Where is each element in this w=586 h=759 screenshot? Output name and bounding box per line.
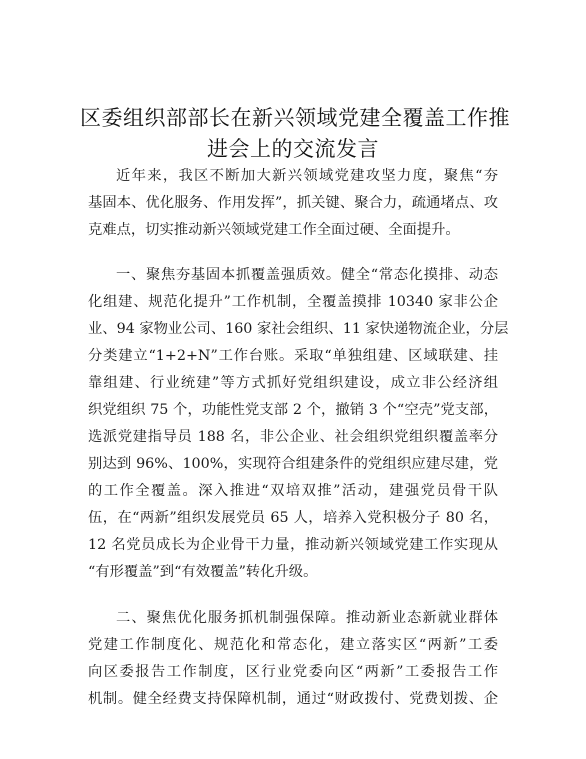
text-line: 基固本、优化服务、作用发挥”，抓关键、聚合力，疏通堵点、攻 [88,195,498,211]
text-line: 12 名党员成长为企业骨干力量，推动新兴领域党建工作实现从 [88,537,498,553]
text-line: 向区委报告工作制度，区行业党委向区“两新”工委报告工作 [88,664,498,680]
text-line: 靠组建、行业统建”等方式抓好党组织建设，成立非公经济组 [88,375,498,391]
paragraph-section-2 [88,605,498,713]
text-line: 二、聚焦优化服务抓机制强保障。推动新业态新就业群体 [116,610,498,626]
text-line: 机制。健全经费支持保障机制，通过“财政拨付、党费划拨、企 [88,691,498,707]
title-line: 进会上的交流发言 [207,137,379,161]
text-line: 分类建立“1+2+N”工作台账。采取“单独组建、区域联建、挂 [88,348,498,364]
text-line: 化组建、规范化提升”工作机制，全覆盖摸排 10340 家非公企 [88,294,498,310]
text-line: 克难点，切实推动新兴领域党建工作全面过硬、全面提升。 [88,222,460,238]
text-line: 业、94 家物业公司、160 家社会组织、11 家快递物流企业，分层 [88,321,509,337]
paragraph-intro [88,163,498,244]
document-body [88,163,509,722]
text-line: 的工作全覆盖。深入推进“双培双推”活动，建强党员骨干队 [88,483,498,499]
paragraph-section-1 [88,262,509,586]
text-line: 别达到 96%、100%，实现符合组建条件的党组织应建尽建，党 [88,456,498,472]
document-title [80,103,510,165]
text-line: “有形覆盖”到“有效覆盖”转化升级。 [88,564,318,580]
text-line: 近年来，我区不断加大新兴领域党建攻坚力度，聚焦“夯 [116,168,498,184]
text-line: 一、聚焦夯基固本抓覆盖强质效。健全“常态化摸排、动态 [116,267,498,283]
text-line: 织党组织 75 个，功能性党支部 2 个，撤销 3 个“空壳”党支部， [88,402,498,418]
text-line: 选派党建指导员 188 名，非公企业、社会组织党组织覆盖率分 [88,429,498,445]
title-line: 区委组织部部长在新兴领域党建全覆盖工作推 [80,106,510,130]
text-line: 党建工作制度化、规范化和常态化，建立落实区“两新”工委 [88,637,498,653]
text-line: 伍，在“两新”组织发展党员 65 人，培养入党积极分子 80 名， [88,510,498,526]
